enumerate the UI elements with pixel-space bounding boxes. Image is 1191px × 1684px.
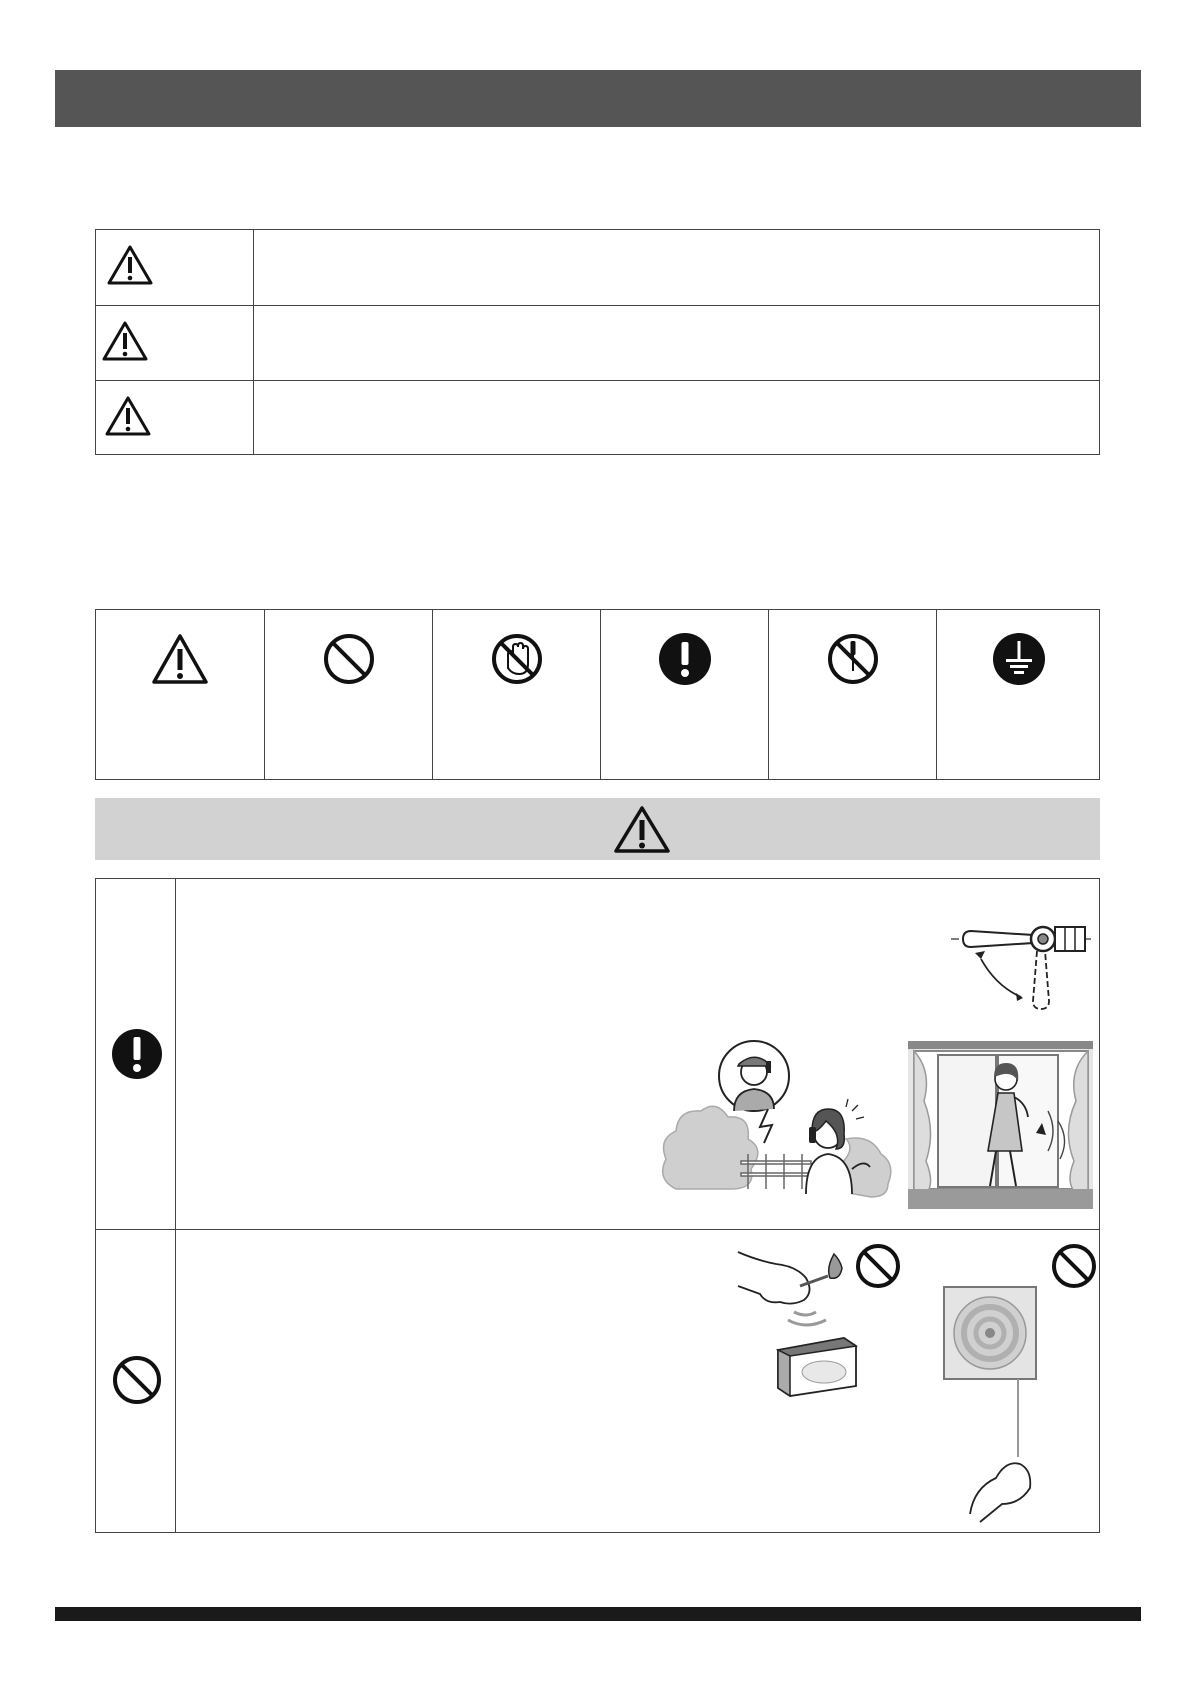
footer-bar bbox=[55, 1607, 1141, 1621]
mandatory-action-icon bbox=[656, 630, 714, 688]
symbol-cell-ground bbox=[936, 610, 1101, 779]
match-flame-prohibited-illustration bbox=[736, 1242, 916, 1397]
symbol-legend-table bbox=[95, 609, 1100, 780]
ventilation-fan-prohibited-illustration bbox=[934, 1242, 1099, 1527]
prohibition-circle-icon bbox=[320, 630, 378, 688]
header-bar bbox=[55, 70, 1141, 127]
ground-connection-icon bbox=[990, 630, 1048, 688]
signal-row bbox=[96, 380, 1099, 455]
symbol-cell-do-not-disassemble bbox=[768, 610, 936, 779]
do-not-disassemble-icon bbox=[824, 630, 882, 688]
signal-icon-cell bbox=[96, 306, 254, 380]
section-icon-column bbox=[96, 879, 176, 1229]
warning-triangle-icon bbox=[151, 630, 209, 688]
do-not-touch-icon bbox=[488, 630, 546, 688]
warning-section-mandatory bbox=[96, 879, 1099, 1229]
symbol-cell-do-not-touch bbox=[432, 610, 600, 779]
section-icon-column bbox=[96, 1230, 176, 1532]
warning-triangle-icon bbox=[102, 320, 148, 362]
gas-valve-lever-illustration bbox=[951, 901, 1091, 1011]
signal-row bbox=[96, 305, 1099, 380]
signal-word-table bbox=[95, 229, 1100, 455]
mandatory-action-icon bbox=[110, 1027, 164, 1081]
warning-triangle-icon bbox=[613, 805, 671, 855]
signal-icon-cell bbox=[96, 381, 254, 455]
warning-band bbox=[95, 798, 1100, 860]
phone-call-illustration bbox=[656, 1039, 896, 1199]
symbol-cell-mandatory bbox=[600, 610, 768, 779]
prohibition-circle-icon bbox=[110, 1353, 164, 1407]
signal-icon-cell bbox=[96, 230, 254, 305]
signal-row bbox=[96, 230, 1099, 305]
open-window-illustration bbox=[908, 1041, 1093, 1209]
warning-section-prohibition bbox=[96, 1229, 1099, 1532]
symbol-cell-warning bbox=[96, 610, 264, 779]
warning-triangle-icon bbox=[107, 244, 153, 286]
symbol-cell-prohibition bbox=[264, 610, 432, 779]
warning-content-box bbox=[95, 878, 1100, 1533]
warning-triangle-icon bbox=[105, 395, 151, 437]
